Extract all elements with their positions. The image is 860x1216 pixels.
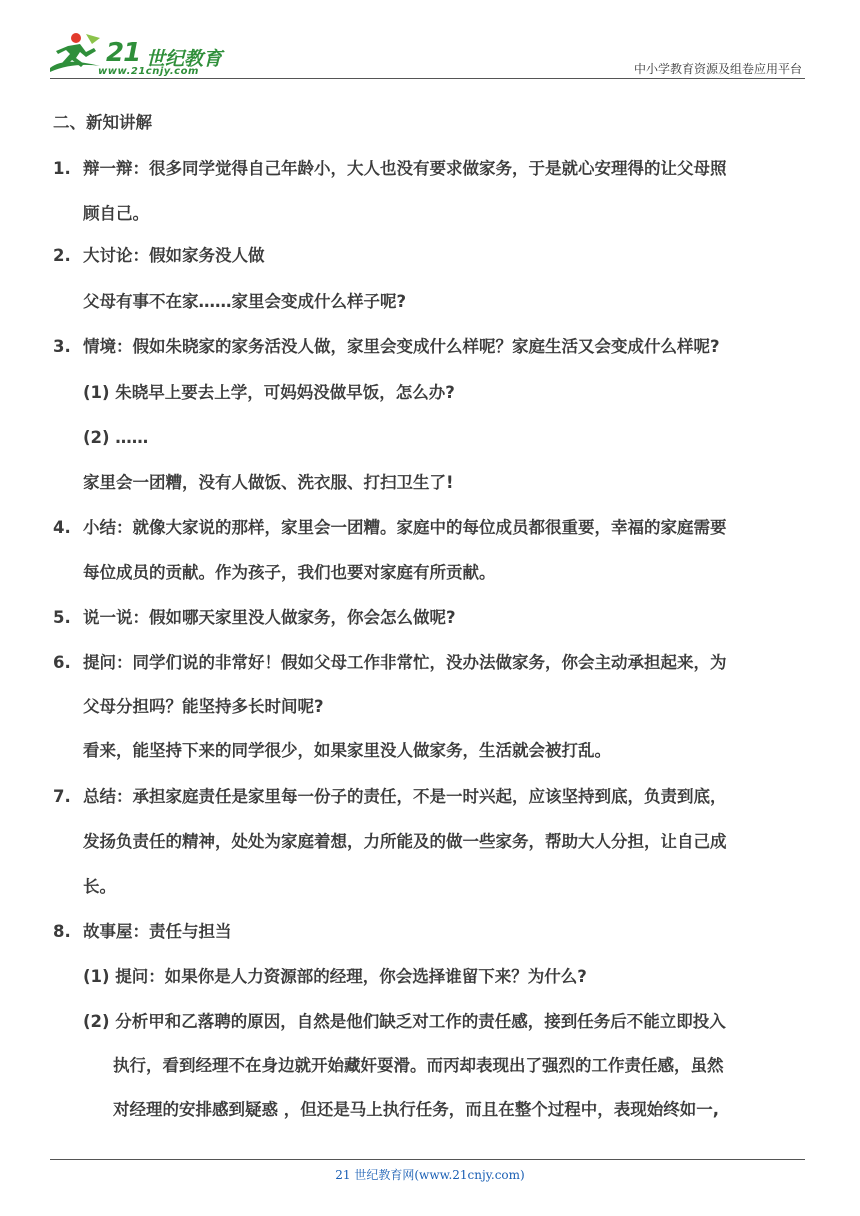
header-divider xyxy=(50,78,805,79)
item-number: 5. xyxy=(53,608,71,627)
runner-icon xyxy=(46,30,102,78)
item-number: 8. xyxy=(53,922,71,941)
item-line: (1) 朱晓早上要去上学，可妈妈没做早饭，怎么办? xyxy=(83,383,455,402)
item-line: 长。 xyxy=(83,877,116,896)
item-line: 父母有事不在家……家里会变成什么样子呢? xyxy=(83,292,407,311)
item-number: 7. xyxy=(53,787,71,806)
item-line: 对经理的安排感到疑惑 ，但还是马上执行任务，而且在整个过程中，表现始终如一, xyxy=(113,1100,720,1119)
item-line: 每位成员的贡献。作为孩子，我们也要对家庭有所贡献。 xyxy=(83,563,496,582)
item-line: (2) …… xyxy=(83,428,149,447)
item-line: 提问：同学们说的非常好！假如父母工作非常忙，没办法做家务，你会主动承担起来，为 xyxy=(83,653,727,672)
item-number: 1. xyxy=(53,159,71,178)
item-number: 4. xyxy=(53,518,71,537)
item-line: 辩一辩：很多同学觉得自己年龄小，大人也没有要求做家务，于是就心安理得的让父母照 xyxy=(83,159,727,178)
item-line: (2) 分析甲和乙落聘的原因，自然是他们缺乏对工作的责任感，接到任务后不能立即投入 xyxy=(83,1012,726,1031)
logo-mark: 21 xyxy=(106,38,141,68)
platform-label: 中小学教育资源及组卷应用平台 xyxy=(633,62,802,76)
item-number: 3. xyxy=(53,337,71,356)
logo-url: www.21cnjy.com xyxy=(98,66,199,77)
item-line: 总结：承担家庭责任是家里每一份子的责任，不是一时兴起，应该坚持到底，负责到底， xyxy=(83,787,727,806)
item-line: 执行，看到经理不在身边就开始藏奸耍滑。而丙却表现出了强烈的工作责任感，虽然 xyxy=(113,1056,724,1075)
page-header xyxy=(0,0,860,82)
item-line: 发扬负责任的精神，处处为家庭着想，力所能及的做一些家务，帮助大人分担，让自己成 xyxy=(83,832,727,851)
logo xyxy=(46,30,226,80)
item-line: 小结：就像大家说的那样，家里会一团糟。家庭中的每位成员都很重要，幸福的家庭需要 xyxy=(83,518,727,537)
item-line: (1) 提问：如果你是人力资源部的经理，你会选择谁留下来？为什么? xyxy=(83,967,587,986)
item-line: 说一说：假如哪天家里没人做家务，你会怎么做呢? xyxy=(83,608,456,627)
item-number: 2. xyxy=(53,246,71,265)
section-title: 二、新知讲解 xyxy=(53,113,152,132)
logo-name: 世纪教育 xyxy=(146,48,223,70)
item-line: 大讨论：假如家务没人做 xyxy=(83,246,265,265)
item-line: 父母分担吗？能坚持多长时间呢? xyxy=(83,697,324,716)
item-line: 家里会一团糟，没有人做饭、洗衣服、打扫卫生了! xyxy=(83,473,454,492)
item-line: 故事屋：责任与担当 xyxy=(83,922,232,941)
item-line: 看来，能坚持下来的同学很少，如果家里没人做家务，生活就会被打乱。 xyxy=(83,741,611,760)
item-number: 6. xyxy=(53,653,71,672)
footer-text[interactable]: 21 世纪教育网(www.21cnjy.com) xyxy=(335,1168,525,1182)
item-line: 情境：假如朱晓家的家务活没人做，家里会变成什么样呢？家庭生活又会变成什么样呢? xyxy=(83,337,720,356)
footer-divider xyxy=(50,1159,805,1160)
item-line: 顾自己。 xyxy=(83,204,149,223)
